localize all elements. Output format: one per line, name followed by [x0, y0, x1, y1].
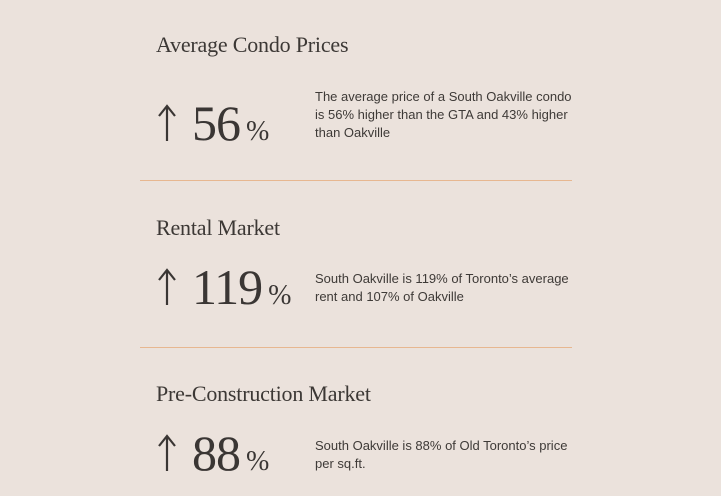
stat-description: South Oakville is 119% of Toronto’s average rent and 107% of Oakville	[315, 271, 569, 304]
stat-value: 88	[192, 425, 240, 481]
stat-figure	[156, 425, 270, 481]
arrow-up-icon	[156, 434, 178, 472]
stat-description: South Oakville is 88% of Old Toronto’s price per sq.ft.	[315, 438, 568, 471]
section-divider	[140, 180, 572, 181]
stat-unit: %	[268, 280, 292, 311]
stat-value: 56	[192, 95, 240, 151]
stat-figure	[156, 259, 292, 315]
stat-unit: %	[246, 116, 270, 147]
section-heading: Average Condo Prices	[156, 32, 349, 57]
stat-value: 119	[192, 259, 263, 315]
arrow-up-icon	[156, 268, 178, 306]
section-divider	[140, 347, 572, 348]
section-heading: Rental Market	[156, 215, 280, 240]
stat-figure	[156, 95, 270, 151]
arrow-up-icon	[156, 104, 178, 142]
stat-unit: %	[246, 446, 270, 477]
stat-description: The average price of a South Oakville condo is 56% higher than the GTA and 43% higher than Oakville	[315, 89, 572, 140]
section-heading: Pre-Construction Market	[156, 381, 371, 406]
